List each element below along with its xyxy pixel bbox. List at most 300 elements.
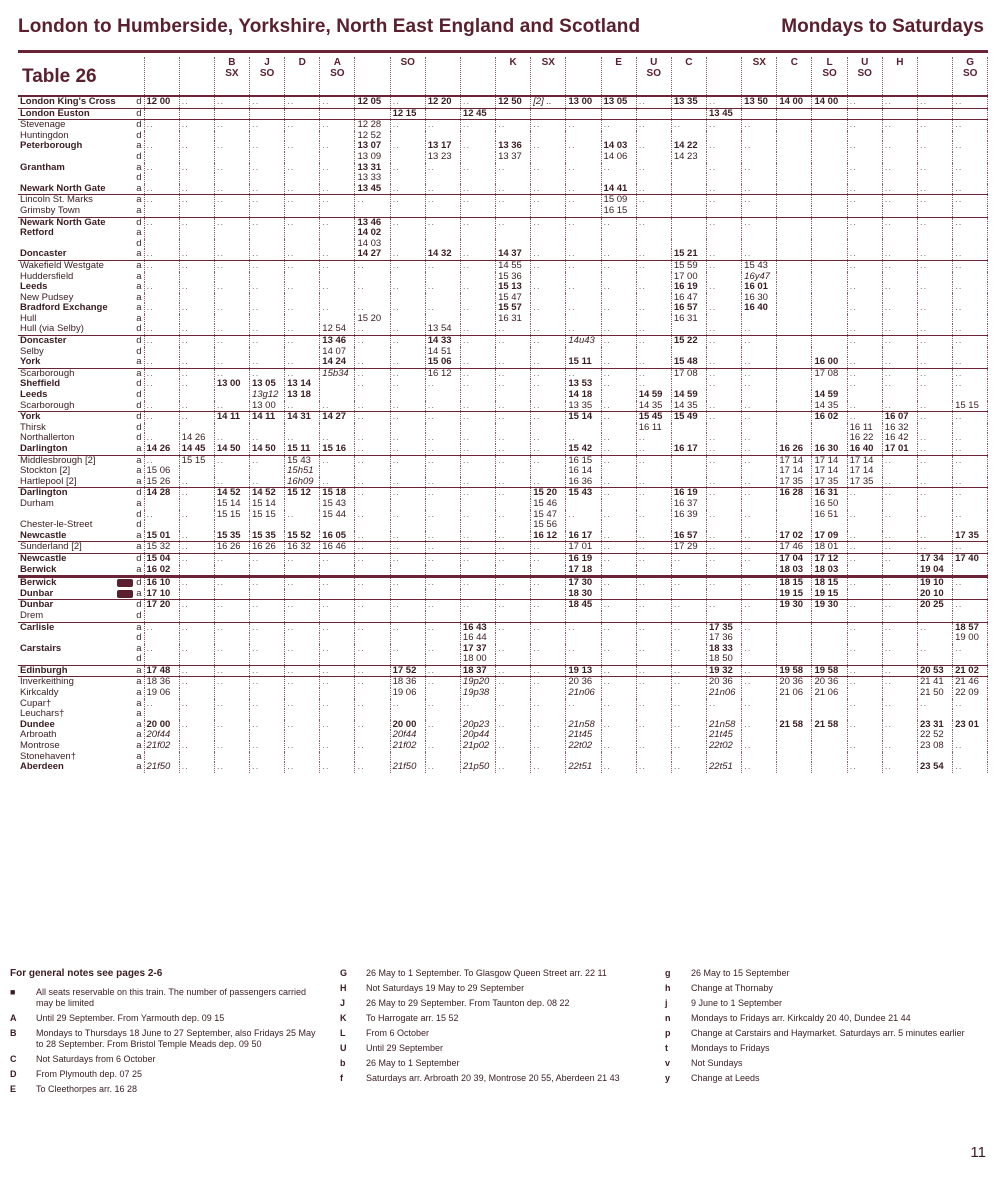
time-cell: .. [496,510,531,521]
time-cell [777,282,812,293]
time-cell: 15 12 [285,488,320,499]
time-cell [390,228,425,239]
time-cell: 18 15 [812,577,847,589]
time-cell: .. [214,677,249,688]
time-cell [636,611,671,622]
time-cell [882,108,917,120]
time-cell [531,466,566,477]
time-cell [882,347,917,358]
station-name: Chester-le-Street [20,520,93,531]
time-cell: .. [214,600,249,611]
time-cell: .. [355,600,390,611]
time-cell [847,206,882,217]
footnote-text: All seats reservable on this train. The number of passengers carried may be limited [36,987,306,1008]
time-cell [917,152,952,163]
time-cell: 12 50 [496,96,531,108]
time-cell [214,390,249,401]
time-cell: .. [953,357,988,368]
table-row [18,444,988,455]
time-cell [214,589,249,600]
time-cell: .. [320,677,355,688]
station-name: Leeds [20,390,48,401]
time-cell: 18 36 [390,677,425,688]
time-cell [320,654,355,665]
time-cell: .. [636,542,671,554]
time-cell: .. [390,217,425,228]
time-cell: .. [355,401,390,412]
time-cell [496,239,531,250]
time-cell: 16 15 [601,206,636,217]
time-cell: .. [460,163,495,174]
time-cell: .. [882,488,917,499]
time-cell [777,272,812,283]
time-cell [812,206,847,217]
station-name: Kirkcaldy [20,688,59,699]
time-cell [179,520,214,531]
time-cell: .. [425,217,460,228]
time-cell: 16 10 [144,577,179,589]
header-rule [18,50,988,53]
time-cell: 21f02 [144,741,179,752]
time-cell [917,390,952,401]
time-cell [179,499,214,510]
time-cell [777,752,812,763]
time-cell: .. [917,542,952,554]
time-cell [882,688,917,699]
time-cell: .. [882,282,917,293]
time-cell [144,152,179,163]
time-cell [460,709,495,720]
station-name: Newcastle [20,530,67,541]
time-cell: .. [882,577,917,589]
arr-dep-marker: a [136,183,142,194]
time-cell: .. [917,217,952,228]
time-cell: 17 09 [812,531,847,542]
time-cell: 15 16 [320,444,355,455]
time-cell: 16 26 [249,542,284,554]
time-cell: .. [355,531,390,542]
footnote-key: n [665,1013,671,1023]
time-cell [671,163,706,174]
time-cell: .. [882,368,917,379]
time-cell: .. [285,260,320,271]
time-cell [953,173,988,184]
time-cell: .. [460,510,495,521]
column-code: E [601,57,636,96]
time-cell: .. [355,553,390,564]
station-name: Grantham [20,162,65,173]
time-cell [249,423,284,434]
time-cell: 14 37 [496,249,531,260]
time-cell: 16 40 [847,444,882,455]
time-cell: 22t51 [566,762,601,773]
time-cell [777,336,812,347]
station-cell [18,173,144,184]
time-cell: .. [882,542,917,554]
time-cell: .. [707,336,742,347]
time-cell: .. [144,401,179,412]
time-cell: .. [425,622,460,633]
time-cell [144,347,179,358]
time-cell: 13 00 [249,401,284,412]
station-name: Retford [20,228,54,239]
time-cell [671,131,706,142]
time-cell [320,466,355,477]
time-cell [636,520,671,531]
time-cell: 14 35 [636,401,671,412]
time-cell [460,520,495,531]
time-cell [179,173,214,184]
station-cell [18,184,144,195]
time-cell: 17 14 [812,466,847,477]
footnote [340,983,640,994]
time-cell: .. [355,260,390,271]
time-cell: .. [742,488,777,499]
station-cell [18,141,144,152]
time-cell [847,520,882,531]
time-cell [214,152,249,163]
footnote [340,968,640,979]
time-cell [707,520,742,531]
table-row [18,677,988,688]
time-cell [214,131,249,142]
time-cell [214,239,249,250]
station-name: Middlesbrough [2] [20,455,96,466]
time-cell: .. [847,184,882,195]
time-cell: .. [882,531,917,542]
time-cell: 16 12 [531,531,566,542]
time-cell: .. [179,401,214,412]
time-cell [707,131,742,142]
time-cell [847,173,882,184]
time-cell: .. [636,163,671,174]
time-cell: .. [566,249,601,260]
time-cell: .. [390,379,425,390]
time-cell: .. [601,677,636,688]
time-cell: .. [742,600,777,611]
time-cell: 16 11 [636,423,671,434]
footnote-text: Until 29 September [366,1043,444,1053]
time-cell [496,520,531,531]
time-cell [179,108,214,120]
time-cell: .. [953,163,988,174]
time-cell: .. [882,510,917,521]
time-cell: .. [390,553,425,564]
time-cell [425,752,460,763]
footnote-text: 26 May to 15 September [691,968,790,978]
time-cell: .. [742,141,777,152]
time-cell: .. [249,195,284,206]
time-cell: .. [531,720,566,731]
time-cell: .. [144,303,179,314]
footnotes-middle [340,968,640,1088]
station-name: Berwick [20,564,57,575]
time-cell [812,520,847,531]
time-cell: 13 54 [425,324,460,335]
time-cell [882,152,917,163]
time-cell: .. [953,699,988,710]
time-cell: .. [707,195,742,206]
time-cell: .. [320,141,355,152]
column-code: U SO [847,57,882,96]
time-cell: .. [671,622,706,633]
time-cell: .. [496,577,531,589]
time-cell: .. [847,488,882,499]
time-cell: .. [917,141,952,152]
time-cell: 15 14 [214,499,249,510]
time-cell: .. [636,622,671,633]
time-cell: .. [496,184,531,195]
time-cell [179,752,214,763]
time-cell: 15 26 [144,477,179,488]
time-cell [812,120,847,131]
time-cell: 16 32 [285,542,320,554]
time-cell: .. [742,553,777,564]
time-cell [671,217,706,228]
time-cell: .. [671,741,706,752]
table-row [18,379,988,390]
station-cell [18,688,144,699]
time-cell [285,131,320,142]
time-cell: .. [425,379,460,390]
time-cell [320,314,355,325]
footnote-text: From 6 October [366,1028,430,1038]
time-cell [496,688,531,699]
time-cell [847,108,882,120]
time-cell [847,347,882,358]
time-cell: .. [742,510,777,521]
time-cell: .. [882,184,917,195]
footnote-text: Mondays to Fridays [691,1043,770,1053]
station-name: Aberdeen [20,762,64,773]
time-cell [812,282,847,293]
time-cell: .. [847,542,882,554]
arr-dep-marker: a [136,271,142,282]
time-cell [812,347,847,358]
time-cell: .. [707,163,742,174]
time-cell: .. [531,184,566,195]
time-cell [777,379,812,390]
time-cell [249,152,284,163]
station-cell [18,401,144,412]
time-cell: .. [601,577,636,589]
time-cell [707,347,742,358]
time-cell [214,347,249,358]
time-cell: .. [531,741,566,752]
time-cell: 14 33 [425,336,460,347]
time-cell: .. [425,120,460,131]
footnote-text: Change at Leeds [691,1073,760,1083]
time-cell: .. [742,184,777,195]
time-cell: .. [882,644,917,655]
station-name: Edinburgh [20,665,68,676]
time-cell: .. [496,741,531,752]
time-cell: .. [531,217,566,228]
time-cell: .. [285,357,320,368]
station-name: Grimsby Town [20,205,81,216]
time-cell: .. [179,531,214,542]
time-cell [566,709,601,720]
time-cell [460,228,495,239]
time-cell [953,390,988,401]
time-cell: .. [249,260,284,271]
time-cell: .. [460,488,495,499]
time-cell [882,633,917,644]
time-cell: .. [707,357,742,368]
time-cell [390,390,425,401]
time-cell: .. [285,324,320,335]
station-name: Darlington [20,444,68,454]
time-cell [496,206,531,217]
time-cell: .. [531,120,566,131]
time-cell [777,741,812,752]
arr-dep-marker: a [136,643,142,654]
time-cell: .. [214,577,249,589]
time-cell [917,611,952,622]
time-cell: .. [460,368,495,379]
time-cell: .. [285,217,320,228]
time-cell: 14 41 [601,184,636,195]
table-name: Table 26 [18,57,144,96]
time-cell: .. [601,444,636,455]
time-cell: 14 51 [425,347,460,358]
time-cell: 19 30 [812,600,847,611]
time-cell [671,423,706,434]
time-cell: 21f50 [144,762,179,773]
station-name: Dundee [20,719,55,730]
time-cell [847,272,882,283]
time-cell: 17 35 [707,622,742,633]
time-cell: .. [953,644,988,655]
time-cell [285,293,320,304]
time-cell [601,654,636,665]
arr-dep-marker: a [136,260,142,271]
time-cell [249,611,284,622]
time-cell: .. [917,699,952,710]
time-cell: .. [144,163,179,174]
time-cell: 18 45 [566,600,601,611]
arr-dep-marker: d [136,379,142,390]
time-cell: 21 06 [777,688,812,699]
time-cell: .. [214,368,249,379]
station-cell [18,466,144,477]
time-cell: 17 20 [144,600,179,611]
time-cell: .. [882,379,917,390]
time-cell: .. [847,120,882,131]
time-cell [425,108,460,120]
time-cell: 13 50 [742,96,777,108]
time-cell [496,131,531,142]
time-cell: .. [285,433,320,444]
time-cell: .. [953,762,988,773]
time-cell: .. [320,553,355,564]
time-cell: .. [496,357,531,368]
time-cell [249,347,284,358]
time-cell: .. [355,577,390,589]
time-cell [847,565,882,577]
time-cell [214,654,249,665]
column-code [707,57,742,96]
time-cell: .. [917,249,952,260]
time-cell: .. [425,260,460,271]
time-cell: 13 07 [355,141,390,152]
time-cell: .. [917,260,952,271]
time-cell: 21n58 [707,720,742,731]
time-cell: .. [496,622,531,633]
time-cell: 14 06 [601,152,636,163]
time-cell [531,688,566,699]
station-cell [18,347,144,358]
time-cell [812,260,847,271]
time-cell [777,622,812,633]
time-cell: .. [953,249,988,260]
time-cell: 15 13 [496,282,531,293]
time-cell: 17 01 [566,542,601,554]
time-cell: 12 54 [320,324,355,335]
time-cell: .. [707,184,742,195]
time-cell [390,466,425,477]
time-cell: 16 30 [812,444,847,455]
time-cell [953,520,988,531]
time-cell [707,152,742,163]
time-cell [285,314,320,325]
time-cell: 17 52 [390,665,425,677]
table-row [18,184,988,195]
time-cell: 12 28 [355,120,390,131]
time-cell [425,314,460,325]
time-cell [707,314,742,325]
time-cell: 17 14 [777,466,812,477]
time-cell [917,752,952,763]
time-cell [812,433,847,444]
time-cell: .. [882,741,917,752]
time-cell [214,709,249,720]
time-cell [777,184,812,195]
time-cell [777,249,812,260]
time-cell: .. [285,600,320,611]
table-row [18,611,988,622]
time-cell [777,120,812,131]
time-cell: 12 52 [355,131,390,142]
time-cell [144,390,179,401]
time-cell [636,709,671,720]
time-cell: .. [460,542,495,554]
time-cell [355,293,390,304]
time-cell [285,611,320,622]
time-cell [531,293,566,304]
time-cell [812,752,847,763]
time-cell: .. [601,699,636,710]
time-cell: .. [953,477,988,488]
time-cell [249,272,284,283]
time-cell [601,466,636,477]
time-cell: .. [179,357,214,368]
time-cell [601,228,636,239]
footnote [340,1073,640,1084]
table-row [18,488,988,499]
arr-dep-marker: a [136,688,142,699]
time-cell: 13 36 [496,141,531,152]
time-cell [601,108,636,120]
time-cell: .. [249,336,284,347]
time-cell: .. [320,720,355,731]
time-cell [777,195,812,206]
time-cell: .. [355,762,390,773]
arr-dep-marker: d [136,400,142,411]
time-cell: .. [531,401,566,412]
time-cell: 15 11 [285,444,320,455]
time-cell: .. [320,195,355,206]
